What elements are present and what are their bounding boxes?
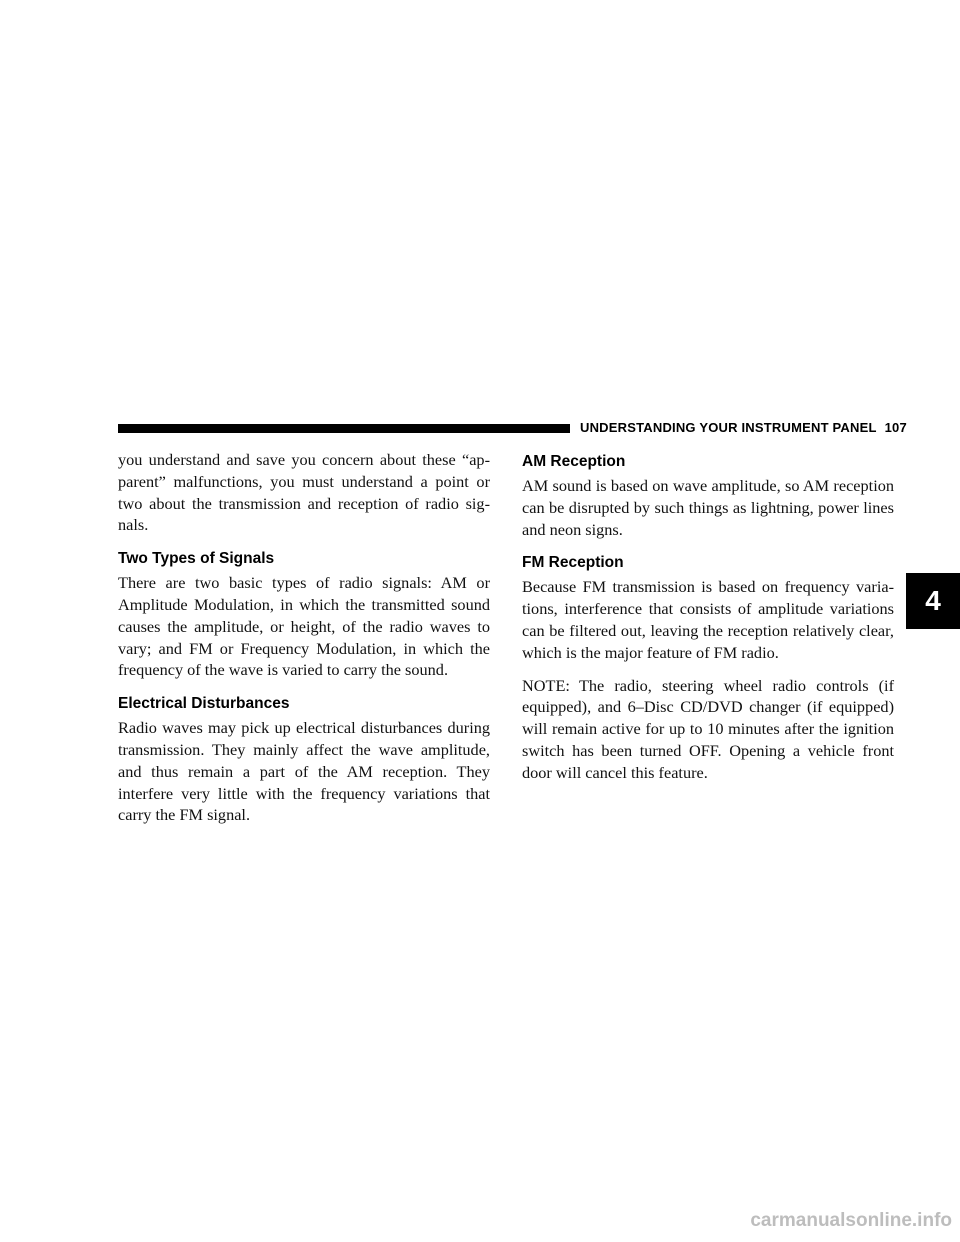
header-rule — [118, 424, 570, 433]
intro-paragraph: you understand and save you concern about these “ap-parent” malfunctions, you must understand a point or two about the transmission and reception of radio sig-nals. — [118, 450, 490, 535]
left-column — [118, 449, 490, 826]
running-header — [580, 420, 907, 435]
watermark: carmanualsonline.info — [750, 1210, 952, 1231]
paragraph-spacer — [522, 664, 894, 675]
section-heading-fm: FM Reception — [522, 554, 624, 572]
right-column — [522, 449, 894, 784]
chapter-tab: 4 — [906, 573, 960, 629]
header-title: UNDERSTANDING YOUR INSTRUMENT PANEL — [580, 420, 877, 435]
section-body-fm: Because FM transmission is based on frequency varia-tions, interference that consists of amplitude variations can be filtered out, leaving the reception relatively clear, which is the major feature of FM radio. — [522, 577, 894, 662]
section-body-electrical: Radio waves may pick up electrical disturbances during transmission. They mainly affect the wave amplitude, and thus remain a part of the AM reception. They interfere very little with the frequency variations that carry the FM signal. — [118, 718, 490, 825]
page-number: 107 — [884, 420, 907, 435]
note-paragraph — [522, 675, 894, 784]
section-heading-am: AM Reception — [522, 453, 626, 470]
section-body-two-types: There are two basic types of radio signals: AM or Amplitude Modulation, in which the transmitted sound causes the amplitude, or height, of the radio waves to vary; and FM or Frequency Modulation, in which the frequency of the wave is varied to carry the sound. — [118, 573, 490, 680]
section-heading-two-types: Two Types of Signals — [118, 550, 275, 568]
section-body-am: AM sound is based on wave amplitude, so AM reception can be disrupted by such things as lightning, power lines and neon signs. — [522, 476, 894, 539]
note-body: The radio, steering wheel radio controls (if equipped), and 6–Disc CD/DVD changer (if equipped) will remain active for up to 10 minutes after the ignition switch has been turned OFF. Opening a vehicle front door will cancel this feature. — [522, 675, 894, 782]
note-label: NOTE: — [522, 675, 570, 695]
section-heading-electrical: Electrical Disturbances — [118, 695, 290, 713]
